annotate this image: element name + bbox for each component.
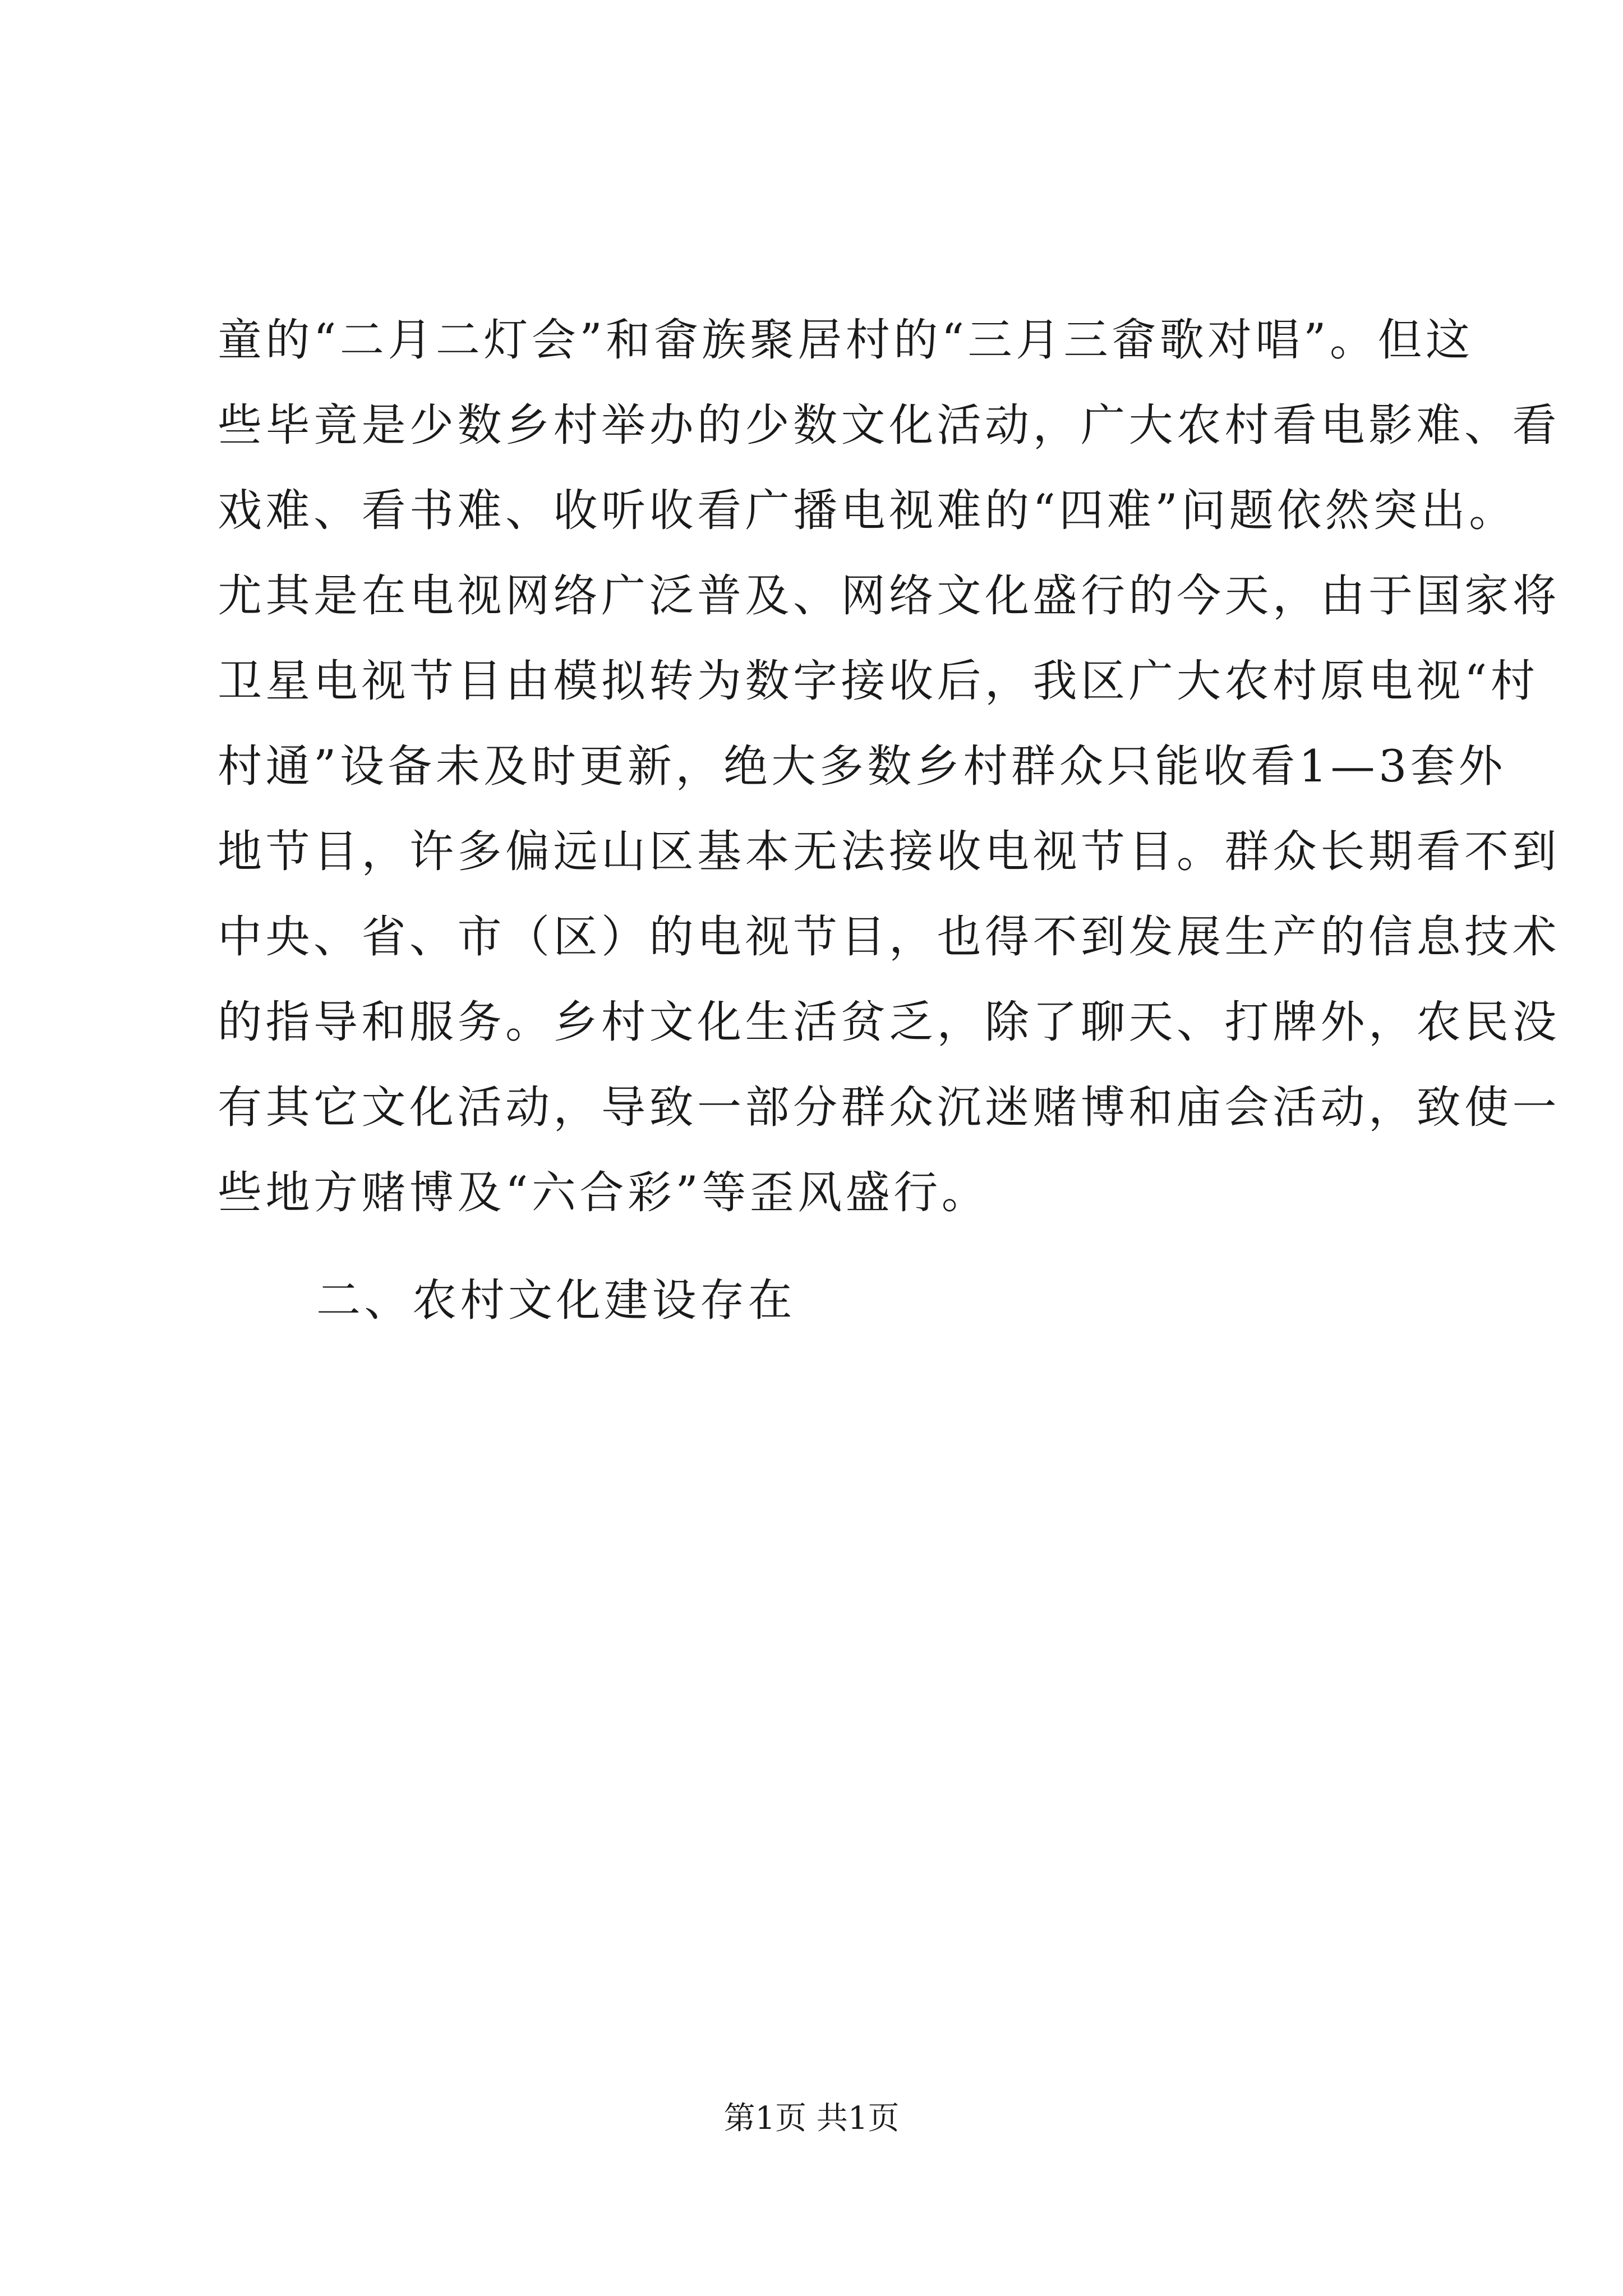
page-number-footer: 第1页 共1页	[723, 2100, 900, 2137]
paragraph-line: 中央、省、市（区）的电视节目，也得不到发展生产的信息技术	[218, 911, 1560, 963]
paragraph-line: 有其它文化活动，导致一部分群众沉迷赌博和庙会活动，致使一	[218, 1082, 1560, 1133]
paragraph-line: 尤其是在电视网络广泛普及、网络文化盛行的今天，由于国家将	[218, 570, 1560, 622]
paragraph-line: 村通”设备未及时更新，绝大多数乡村群众只能收看1—3套外	[218, 740, 1506, 792]
paragraph-line: 地节目，许多偏远山区基本无法接收电视节目。群众长期看不到	[218, 826, 1560, 877]
paragraph-line: 童的“二月二灯会”和畲族聚居村的“三月三畲歌对唱”。但这	[218, 314, 1474, 366]
paragraph-line: 些地方赌博及“六合彩”等歪风盛行。	[218, 1167, 990, 1218]
paragraph-line: 的指导和服务。乡村文化生活贫乏，除了聊天、打牌外，农民没	[218, 996, 1560, 1048]
paragraph-line: 卫星电视节目由模拟转为数字接收后，我区广大农村原电视“村	[218, 655, 1539, 707]
paragraph-line: 些毕竟是少数乡村举办的少数文化活动，广大农村看电影难、看	[218, 399, 1560, 451]
paragraph-line: 戏难、看书难、收听收看广播电视难的“四难”问题依然突出。	[218, 485, 1517, 536]
section-heading: 二、农村文化建设存在	[316, 1274, 796, 1326]
document-body	[218, 297, 1560, 1343]
